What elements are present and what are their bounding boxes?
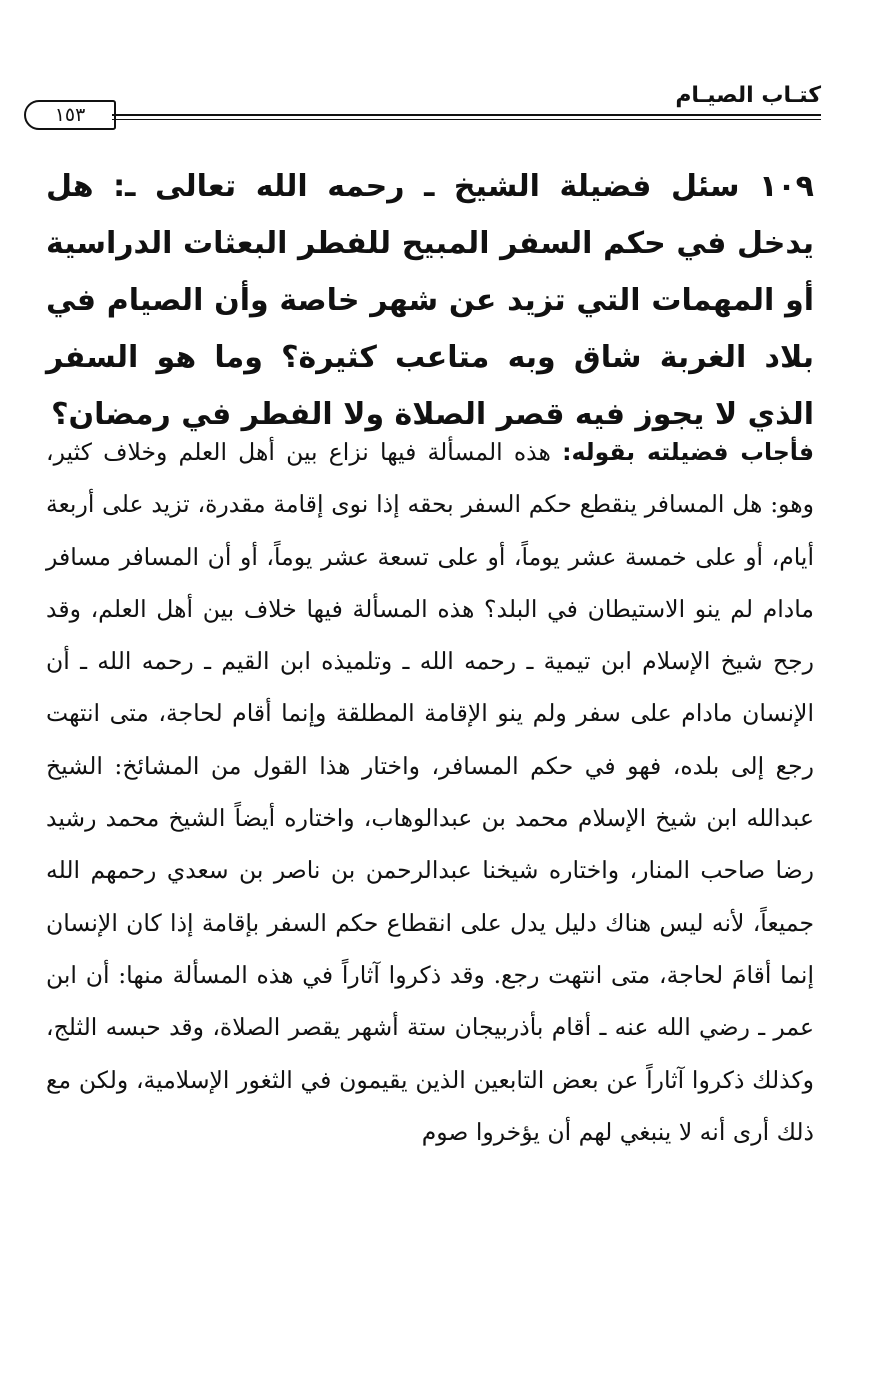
answer-paragraph [46, 426, 814, 1158]
answer-lead: فأجاب فضيلته بقوله: [562, 438, 815, 466]
header-rule-thin [112, 119, 821, 120]
page-number-badge: ١٥٣ [24, 100, 116, 130]
running-header-title: كتـاب الصيـام [675, 83, 821, 108]
answer-body: هذه المسألة فيها نزاع بين أهل العلم وخلاف كثير، وهو: هل المسافر ينقطع حكم السفر بحقه إذا نوى إقامة مقدرة، تزيد على أربعة أيام، أو على خمسة عشر يوماً، أو على تسعة عشر يوماً، أو أن المسافر مسافر مادام لم ينو الاستيطان في البلد؟ هذه المسألة فيها خلاف بين أهل العلم، وقد رجح شيخ الإسلام ابن تيمية ـ رحمه الله ـ وتلميذه ابن القيم ـ رحمه الله ـ أن الإنسان مادام على سفر ولم ينو الإقامة المطلقة وإنما أقام لحاجة، متى انتهت رجع إلى بلده، فهو في حكم المسافر، واختار هذا القول من المشائخ: الشيخ عبدالله ابن شيخ الإسلام محمد بن عبدالوهاب، واختاره أيضاً الشيخ محمد رشيد رضا صاحب المنار، واختاره شيخنا عبدالرحمن بن ناصر بن سعدي رحمهم الله جميعاً، لأنه ليس هناك دليل يدل على انقطاع حكم السفر بإقامة إذا كان الإنسان إنما أقامَ لحاجة، متى انتهت رجع. وقد ذكروا آثاراً في هذه المسألة منها: أن ابن عمر ـ رضي الله عنه ـ أقام بأذربيجان ستة أشهر يقصر الصلاة، وقد حبسه الثلج، وكذلك ذكروا آثاراً عن بعض التابعين الذين يقيمون في الثغور الإسلامية، ولكن مع ذلك أرى أنه لا ينبغي لهم أن يؤخروا صوم [46, 438, 814, 1146]
question-text: ١٠٩ سئل فضيلة الشيخ ـ رحمه الله تعالى ـ: هل يدخل في حكم السفر المبيح للفطر البعثات الدراسية أو المهمات التي تزيد عن شهر خاصة وأن الصيام في بلاد الغربة شاق وبه متاعب كثيرة؟ وما هو السفر الذي لا يجوز فيه قصر الصلاة ولا الفطر في رمضان؟ [46, 169, 814, 432]
header-rule [112, 114, 821, 116]
